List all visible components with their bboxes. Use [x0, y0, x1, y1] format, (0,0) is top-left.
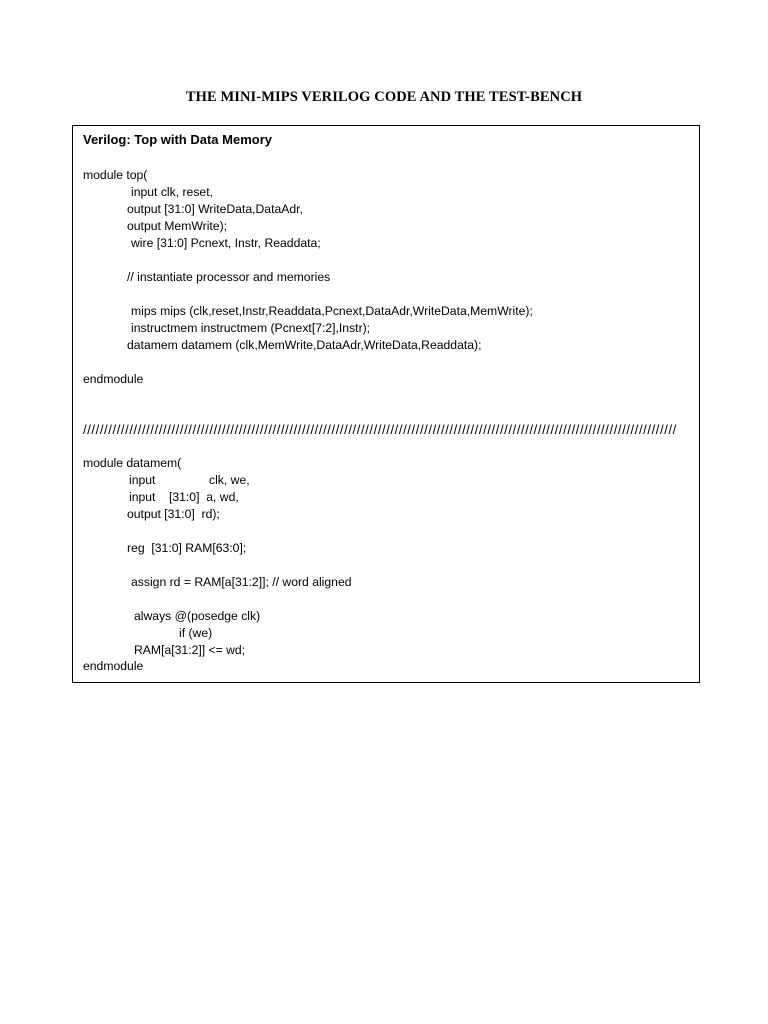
code-line-input: input clk, reset,: [131, 185, 213, 199]
code-line-ram-assign: RAM[a[31:2]] <= wd;: [134, 643, 246, 657]
code-separator: /////////////////////////////////////////////////////////////////////////////////////////////////////////////////////////////////////////////: [83, 422, 677, 437]
code-line-always: always @(posedge clk): [134, 609, 261, 623]
code-line-module-top: module top(: [83, 168, 148, 182]
code-line-endmodule-datamem: endmodule: [83, 659, 144, 673]
code-line-datamem-input-keyword: input: [129, 473, 156, 487]
code-line-instructmem-instance: instructmem instructmem (Pcnext[7:2],Instr);: [131, 321, 371, 335]
code-line-datamem-input-bus: input [31:0] a, wd,: [129, 490, 239, 504]
code-line-reg: reg [31:0] RAM[63:0];: [127, 541, 247, 555]
code-line-endmodule-top: endmodule: [83, 372, 144, 386]
code-line-comment: // instantiate processor and memories: [127, 270, 331, 284]
code-line-if: if (we): [179, 626, 213, 640]
code-line-output-writedata: output [31:0] WriteData,DataAdr,: [127, 202, 303, 216]
code-line-output-memwrite: output MemWrite);: [127, 219, 228, 233]
code-line-mips-instance: mips mips (clk,reset,Instr,Readdata,Pcnext,DataAdr,WriteData,MemWrite);: [131, 304, 533, 318]
code-line-datamem-input-signals: clk, we,: [209, 473, 250, 487]
code-line-datamem-instance: datamem datamem (clk,MemWrite,DataAdr,WriteData,Readdata);: [127, 338, 482, 352]
code-line-assign: assign rd = RAM[a[31:2]]; // word aligned: [131, 575, 352, 589]
code-box: [72, 125, 700, 683]
code-line-module-datamem: module datamem(: [83, 456, 182, 470]
document-title: THE MINI-MIPS VERILOG CODE AND THE TEST-BENCH: [185, 89, 583, 105]
code-box-heading: Verilog: Top with Data Memory: [83, 132, 273, 147]
code-line-datamem-output: output [31:0] rd);: [127, 507, 220, 521]
code-line-wire: wire [31:0] Pcnext, Instr, Readdata;: [131, 236, 321, 250]
